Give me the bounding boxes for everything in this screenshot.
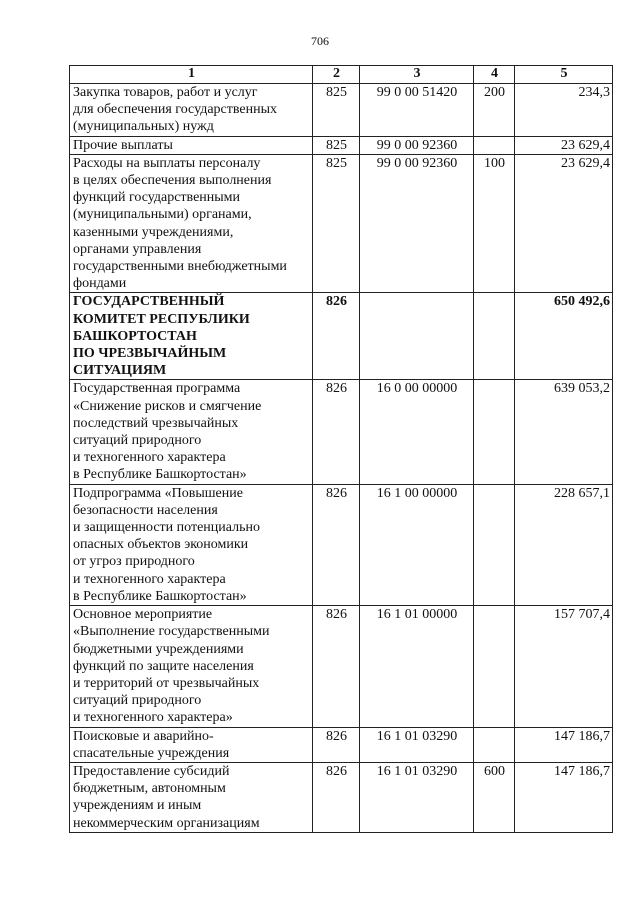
row-name-cell: Закупка товаров, работ и услуг для обеспечения государственных (муниципальных) нужд [70,84,313,137]
row-target-article-cell: 16 0 00 00000 [360,380,474,484]
table-row [70,727,613,762]
row-sum-cell: 157 707,4 [515,606,613,727]
row-code-cell: 825 [313,136,360,154]
row-name-cell: Предоставление субсидий бюджетным, автономным учреждениям и иным некоммерческим организациям [70,762,313,832]
row-code-cell: 825 [313,84,360,137]
row-sum-cell: 23 629,4 [515,136,613,154]
table-row [70,484,613,605]
budget-table [69,65,613,833]
table-row [70,762,613,832]
row-name-cell: Основное мероприятие «Выполнение государственными бюджетными учреждениями функций по защите населения и территорий от чрезвычайных ситуаций природного и техногенного характера» [70,606,313,727]
row-target-article-cell: 16 1 01 03290 [360,727,474,762]
page-number: 706 [311,34,329,48]
table-row [70,154,613,293]
row-expense-type-cell [474,606,515,727]
row-expense-type-cell [474,136,515,154]
row-code-cell: 826 [313,606,360,727]
row-sum-cell: 23 629,4 [515,154,613,293]
row-name-cell: Государственная программа «Снижение рисков и смягчение последствий чрезвычайных ситуаций природного и техногенного характера в Республике Башкортостан» [70,380,313,484]
row-target-article-cell: 16 1 01 03290 [360,762,474,832]
row-expense-type-cell: 600 [474,762,515,832]
table-row [70,380,613,484]
table-row [70,136,613,154]
row-sum-cell: 234,3 [515,84,613,137]
row-sum-cell: 639 053,2 [515,380,613,484]
row-code-cell: 826 [313,293,360,380]
row-target-article-cell: 99 0 00 51420 [360,84,474,137]
header-col-3: 3 [360,66,474,84]
row-target-article-cell: 16 1 01 00000 [360,606,474,727]
table-header-row [70,66,613,84]
row-expense-type-cell [474,380,515,484]
row-sum-cell: 147 186,7 [515,727,613,762]
row-expense-type-cell: 100 [474,154,515,293]
header-col-4: 4 [474,66,515,84]
header-col-2: 2 [313,66,360,84]
row-expense-type-cell [474,727,515,762]
row-code-cell: 826 [313,380,360,484]
table-row [70,293,613,380]
row-target-article-cell: 99 0 00 92360 [360,136,474,154]
row-code-cell: 826 [313,762,360,832]
table-row [70,606,613,727]
row-target-article-cell [360,293,474,380]
row-code-cell: 825 [313,154,360,293]
row-target-article-cell: 16 1 00 00000 [360,484,474,605]
row-name-cell: Прочие выплаты [70,136,313,154]
header-col-5: 5 [515,66,613,84]
row-name-cell: Поисковые и аварийно- спасательные учреждения [70,727,313,762]
row-expense-type-cell [474,484,515,605]
row-code-cell: 826 [313,727,360,762]
row-sum-cell: 147 186,7 [515,762,613,832]
header-col-1: 1 [70,66,313,84]
row-name-cell: Расходы на выплаты персоналу в целях обеспечения выполнения функций государственными (муниципальными) органами, казенными учреждениями, органами управления государственными внебюджетными фондами [70,154,313,293]
row-name-cell: ГОСУДАРСТВЕННЫЙ КОМИТЕТ РЕСПУБЛИКИ БАШКОРТОСТАН ПО ЧРЕЗВЫЧАЙНЫМ СИТУАЦИЯМ [70,293,313,380]
table-row [70,84,613,137]
row-sum-cell: 228 657,1 [515,484,613,605]
row-expense-type-cell [474,293,515,380]
row-code-cell: 826 [313,484,360,605]
row-name-cell: Подпрограмма «Повышение безопасности населения и защищенности потенциально опасных объектов экономики от угроз природного и техногенного характера в Республике Башкортостан» [70,484,313,605]
row-sum-cell: 650 492,6 [515,293,613,380]
row-target-article-cell: 99 0 00 92360 [360,154,474,293]
row-expense-type-cell: 200 [474,84,515,137]
